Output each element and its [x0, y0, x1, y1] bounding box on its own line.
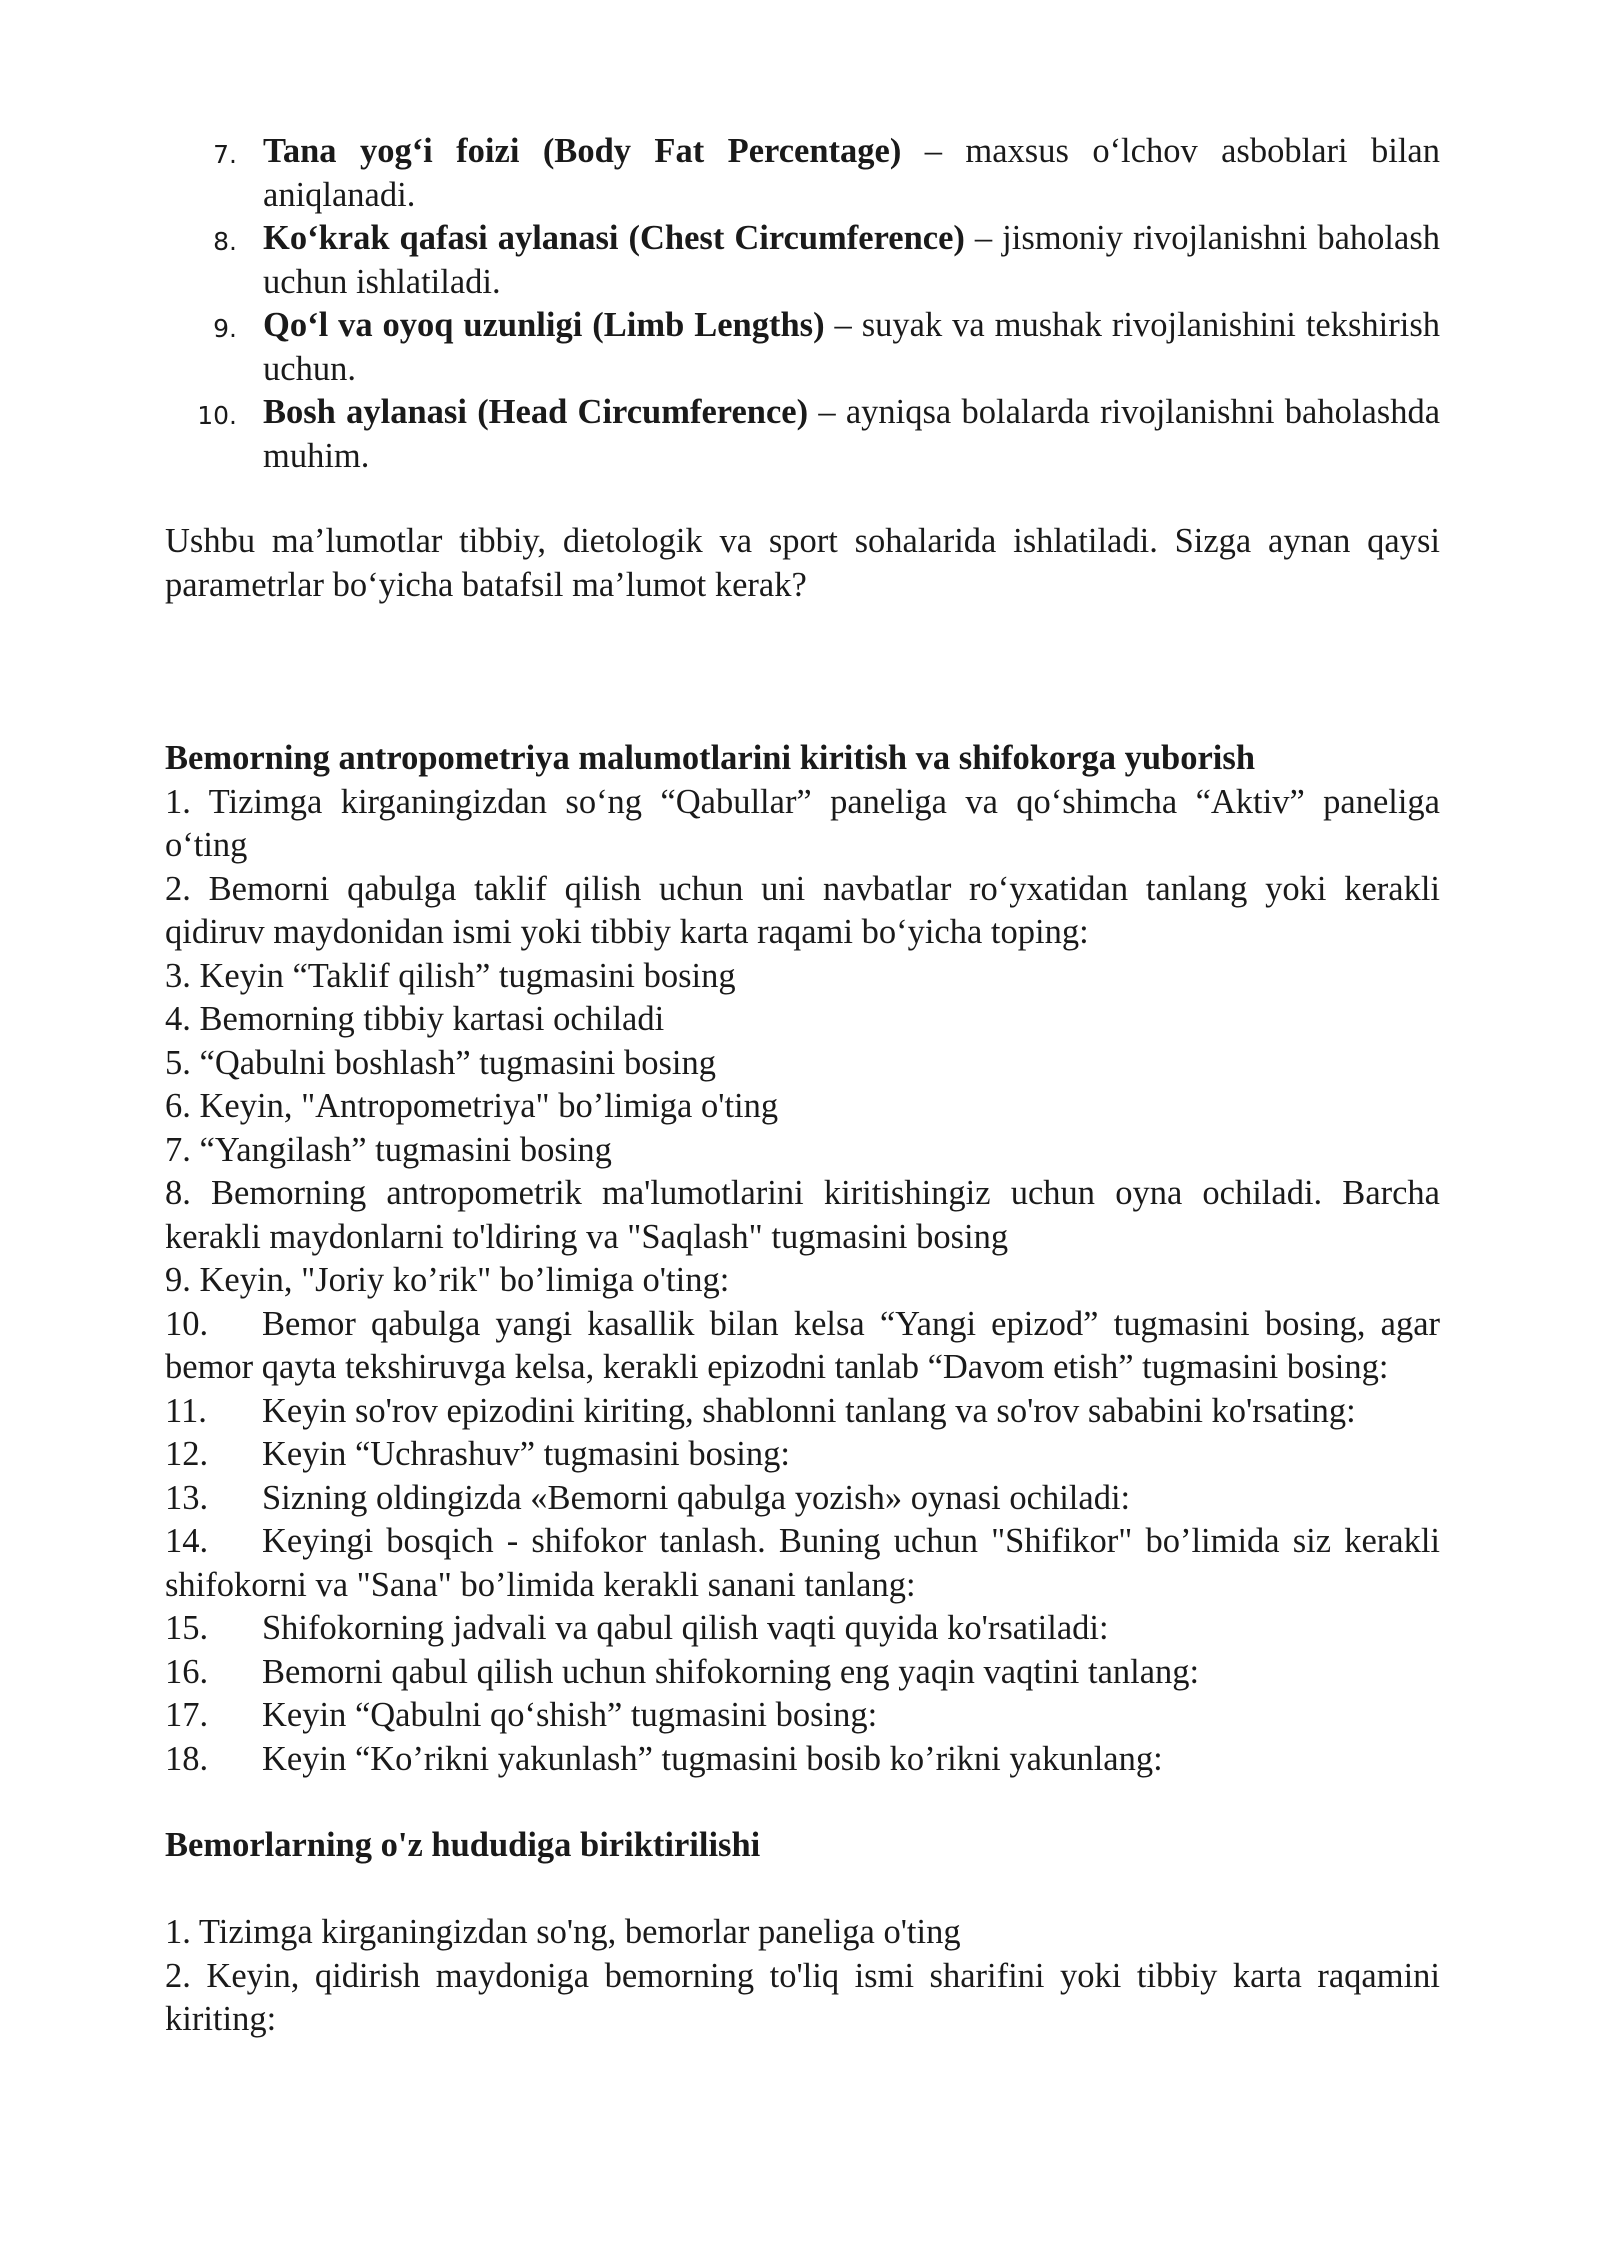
list-number: 10. — [197, 401, 237, 430]
step-item: 17. Keyin “Qabulni qo‘shish” tugmasini bosing: — [165, 1696, 878, 1734]
step-item: 6. Keyin, "Antropometriya" bo’limiga o'ting — [165, 1087, 779, 1125]
region-steps — [165, 1911, 1440, 2042]
step-item: 14. Keyingi bosqich - shifokor tanlash. Buning uchun "Shifikor" bo’limida siz kerakli shifokorni va "Sana" bo’limida kerakli sanani tanlang: — [165, 1522, 1440, 1604]
measurement-term: Qo‘l va oyoq uzunligi (Limb Lengths) — [263, 306, 825, 344]
step-item: 5. “Qabulni boshlash” tugmasini bosing — [165, 1043, 716, 1082]
list-number: 9. — [213, 314, 237, 343]
spacer — [165, 1868, 1440, 1912]
measurement-description: – maxsus o‘lchov asboblari bilan aniqlanadi. — [263, 132, 1440, 214]
step-item: 16. Bemorni qabul qilish uchun shifokorning eng yaqin vaqtini tanlang: — [165, 1652, 1200, 1691]
step-item: 9. Keyin, "Joriy ko’rik" bo’limiga o'ting: — [165, 1261, 730, 1299]
step-item: 4. Bemorning tibbiy kartasi ochiladi — [165, 1000, 665, 1038]
section-heading-region: Bemorlarning o'z hududiga biriktirilishi — [165, 1826, 761, 1864]
summary-paragraph: Ushbu ma’lumotlar tibbiy, dietologik va sport sohalarida ishlatiladi. Sizga aynan qaysi parametrlar bo‘yicha batafsil ma’lumot kerak? — [165, 522, 1440, 604]
list-number: 7. — [213, 140, 237, 169]
step-item: 1. Tizimga kirganingizdan so'ng, bemorlar paneliga o'ting — [165, 1913, 961, 1951]
measurement-description: – suyak va mushak rivojlanishini tekshirish uchun. — [263, 306, 1440, 388]
measurement-list — [165, 130, 1440, 478]
step-item: 12. Keyin “Uchrashuv” tugmasini bosing: — [165, 1435, 790, 1473]
list-number: 8. — [213, 227, 237, 256]
step-item: 2. Bemorni qabulga taklif qilish uchun uni navbatlar ro‘yxatidan tanlang yoki kerakli qidiruv maydonidan ismi yoki tibbiy karta raqami bo‘yicha toping: — [165, 869, 1440, 951]
measurement-term: Bosh aylanasi (Head Circumference) — [263, 393, 809, 431]
step-item: 18. Keyin “Ko’rikni yakunlash” tugmasini bosib ko’rikni yakunlang: — [165, 1739, 1163, 1778]
step-item: 11. Keyin so'rov epizodini kiriting, shablonni tanlang va so'rov sababini ko'rsating: — [165, 1391, 1356, 1430]
step-item: 1. Tizimga kirganingizdan so‘ng “Qabullar” paneliga va qo‘shimcha “Aktiv” paneliga o‘ting — [165, 782, 1440, 864]
list-item — [165, 391, 1440, 478]
step-item: 2. Keyin, qidirish maydoniga bemorning to'liq ismi sharifini yoki tibbiy karta raqamini kiriting: — [165, 1956, 1441, 2038]
list-item — [165, 304, 1440, 391]
step-item: 10. Bemor qabulga yangi kasallik bilan kelsa “Yangi epizod” tugmasini bosing, agar bemor qayta tekshiruvga kelsa, kerakli epizodni tanlab “Davom etish” tugmasini bosing: — [165, 1304, 1440, 1386]
section-heading-anthropometry: Bemorning antropometriya malumotlarini kiritish va shifokorga yuborish — [165, 739, 1256, 777]
document-page — [165, 130, 1440, 2042]
anthropometry-steps — [165, 781, 1440, 1782]
measurement-term: Ko‘krak qafasi aylanasi (Chest Circumference) — [263, 219, 965, 257]
list-item — [165, 130, 1440, 217]
step-item: 15. Shifokorning jadvali va qabul qilish vaqti quyida ko'rsatiladi: — [165, 1609, 1109, 1647]
measurement-description: – ayniqsa bolalarda rivojlanishni baholashda muhim. — [263, 393, 1441, 475]
step-item: 8. Bemorning antropometrik ma'lumotlarini kiritishingiz uchun oyna ochiladi. Barcha kerakli maydonlarni to'ldiring va "Saqlash" tugmasini bosing — [165, 1174, 1440, 1256]
step-item: 7. “Yangilash” tugmasini bosing — [165, 1130, 612, 1169]
list-item — [165, 217, 1440, 304]
step-item: 13. Sizning oldingizda «Bemorni qabulga yozish» oynasi ochiladi: — [165, 1478, 1131, 1517]
measurement-description: – jismoniy rivojlanishni baholash uchun ishlatiladi. — [263, 219, 1440, 301]
measurement-term: Tana yog‘i foizi (Body Fat Percentage) — [263, 132, 902, 170]
step-item: 3. Keyin “Taklif qilish” tugmasini bosing — [165, 956, 736, 995]
